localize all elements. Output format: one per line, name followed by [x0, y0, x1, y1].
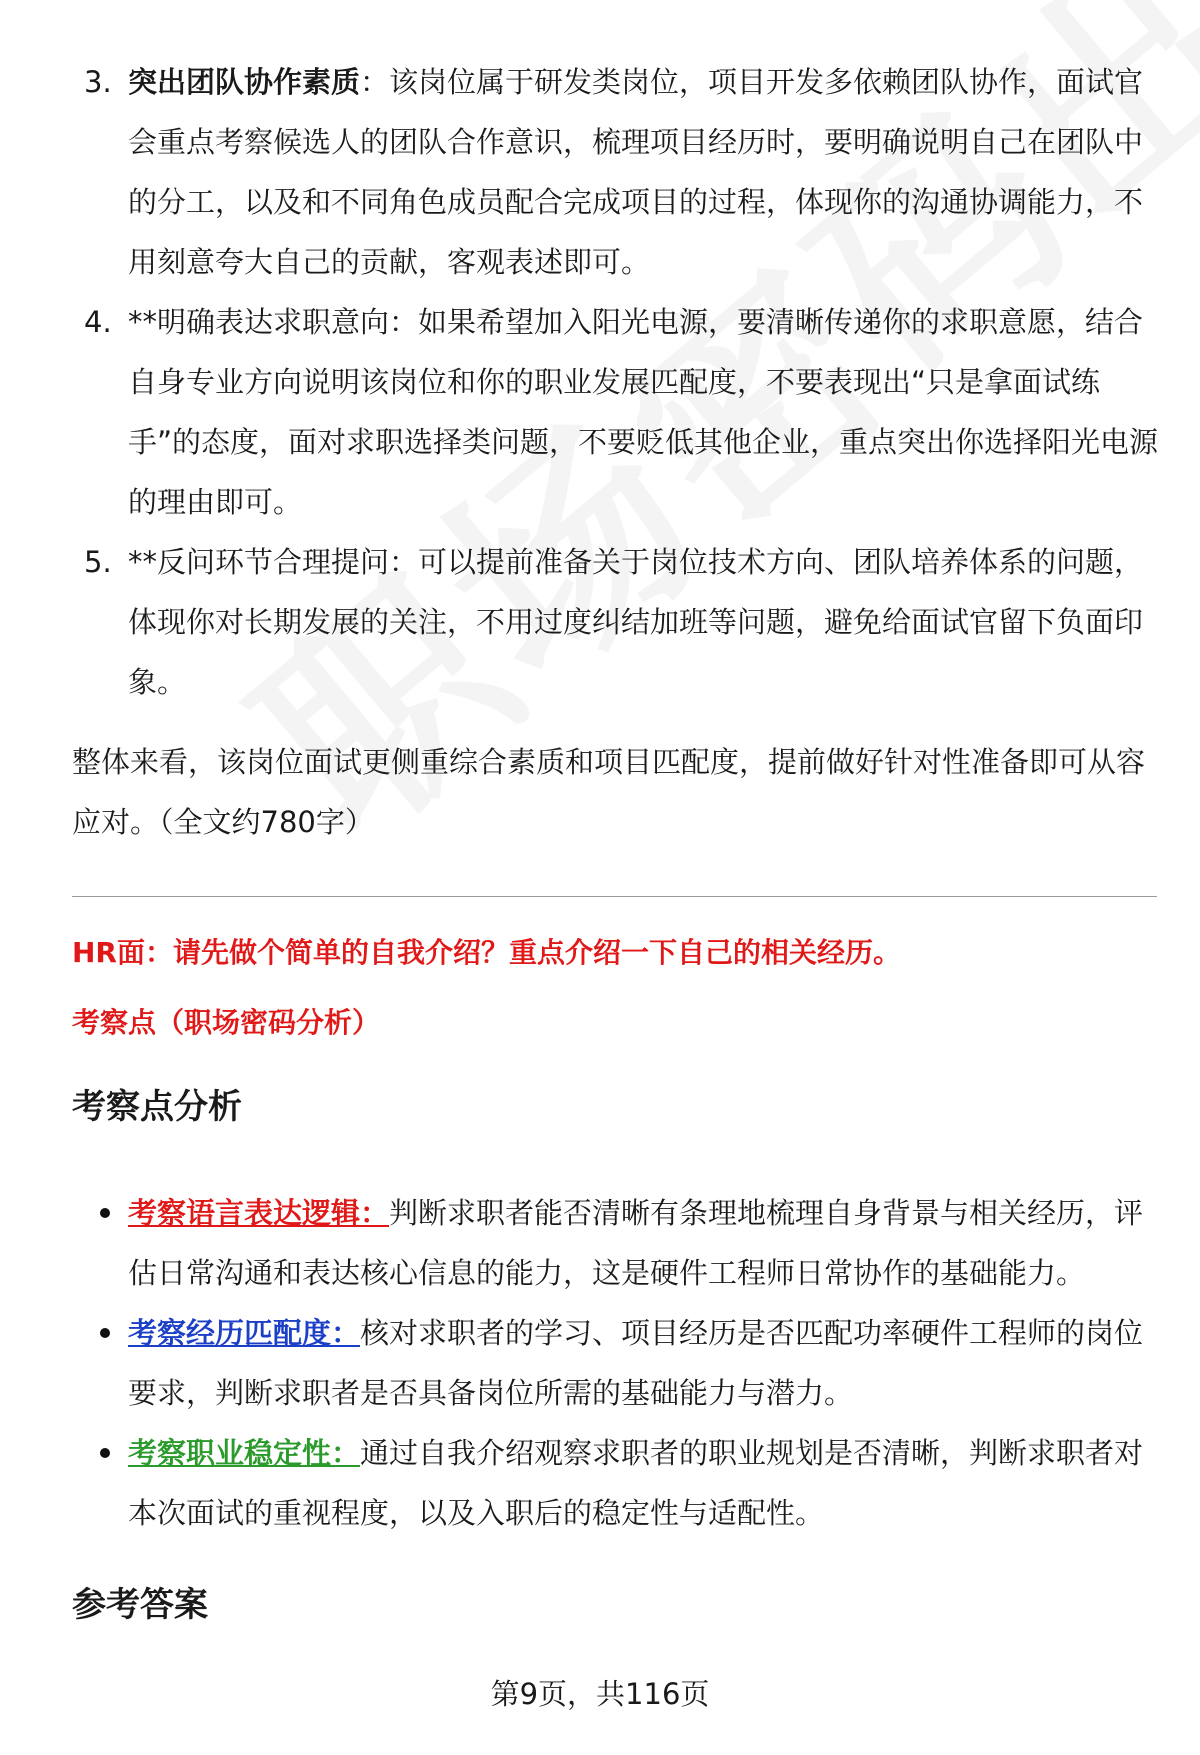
bullet-keyword: 考察经历匹配度：: [128, 1316, 361, 1350]
bullet-keyword: 考察语言表达逻辑：: [128, 1196, 390, 1230]
summary-paragraph: 整体来看，该岗位面试更侧重综合素质和项目匹配度，提前做好针对性准备即可从容应对。（全文约780字）: [72, 745, 1146, 839]
bullet-icon: [100, 1208, 110, 1218]
answer-heading: 参考答案: [72, 1585, 208, 1625]
bullet-text: 判断求职者能否清晰有条理地梳理自身背景与相关经历，评估日常沟通和表达核心信息的能力，这是硬件工程师日常协作的基础能力。: [128, 1196, 1144, 1290]
page-content: [72, 52, 1162, 1627]
divider: [72, 896, 1157, 897]
list-item: [72, 1183, 1162, 1303]
tips-list: [72, 52, 1162, 712]
bullet-keyword: 考察职业稳定性：: [128, 1436, 361, 1470]
list-item-text: **反问环节合理提问：可以提前准备关于岗位技术方向、团队培养体系的问题，体现你对长期发展的关注，不用过度纠结加班等问题，避免给面试官留下负面印象。: [128, 545, 1144, 699]
hr-question: HR面：请先做个简单的自我介绍？重点介绍一下自己的相关经历。: [72, 936, 901, 969]
analysis-heading: 考察点分析: [72, 1087, 242, 1127]
list-number: 5.: [84, 545, 112, 579]
bullet-icon: [100, 1448, 110, 1458]
bullet-icon: [100, 1328, 110, 1338]
list-number: 4.: [84, 305, 112, 339]
list-item: [72, 1423, 1162, 1543]
page-footer: 第9页，共116页: [490, 1677, 710, 1711]
bullet-text: 通过自我介绍观察求职者的职业规划是否清晰，判断求职者对本次面试的重视程度，以及入职后的稳定性与适配性。: [128, 1436, 1144, 1530]
list-item: [72, 532, 1162, 712]
list-item-lead: 突出团队协作素质: [128, 65, 361, 99]
bullet-text: 核对求职者的学习、项目经历是否匹配功率硬件工程师的岗位要求，判断求职者是否具备岗位所需的基础能力与潜力。: [128, 1316, 1144, 1410]
exam-point-label: 考察点（职场密码分析）: [72, 1006, 381, 1039]
list-item-text: **明确表达求职意向：如果希望加入阳光电源，要清晰传递你的求职意愿，结合自身专业方向说明该岗位和你的职业发展匹配度，不要表现出“只是拿面试练手”的态度，面对求职选择类问题，不要贬低其他企业，重点突出你选择阳光电源的理由即可。: [128, 305, 1159, 519]
list-item: [72, 52, 1162, 292]
analysis-list: [72, 1183, 1162, 1543]
list-item: [72, 1303, 1162, 1423]
list-item: [72, 292, 1162, 532]
list-item-text: ：该岗位属于研发类岗位，项目开发多依赖团队协作，面试官会重点考察候选人的团队合作意识，梳理项目经历时，要明确说明自己在团队中的分工，以及和不同角色成员配合完成项目的过程，体现你的沟通协调能力，不用刻意夸大自己的贡献，客观表述即可。: [128, 65, 1144, 279]
list-number: 3.: [84, 65, 112, 99]
